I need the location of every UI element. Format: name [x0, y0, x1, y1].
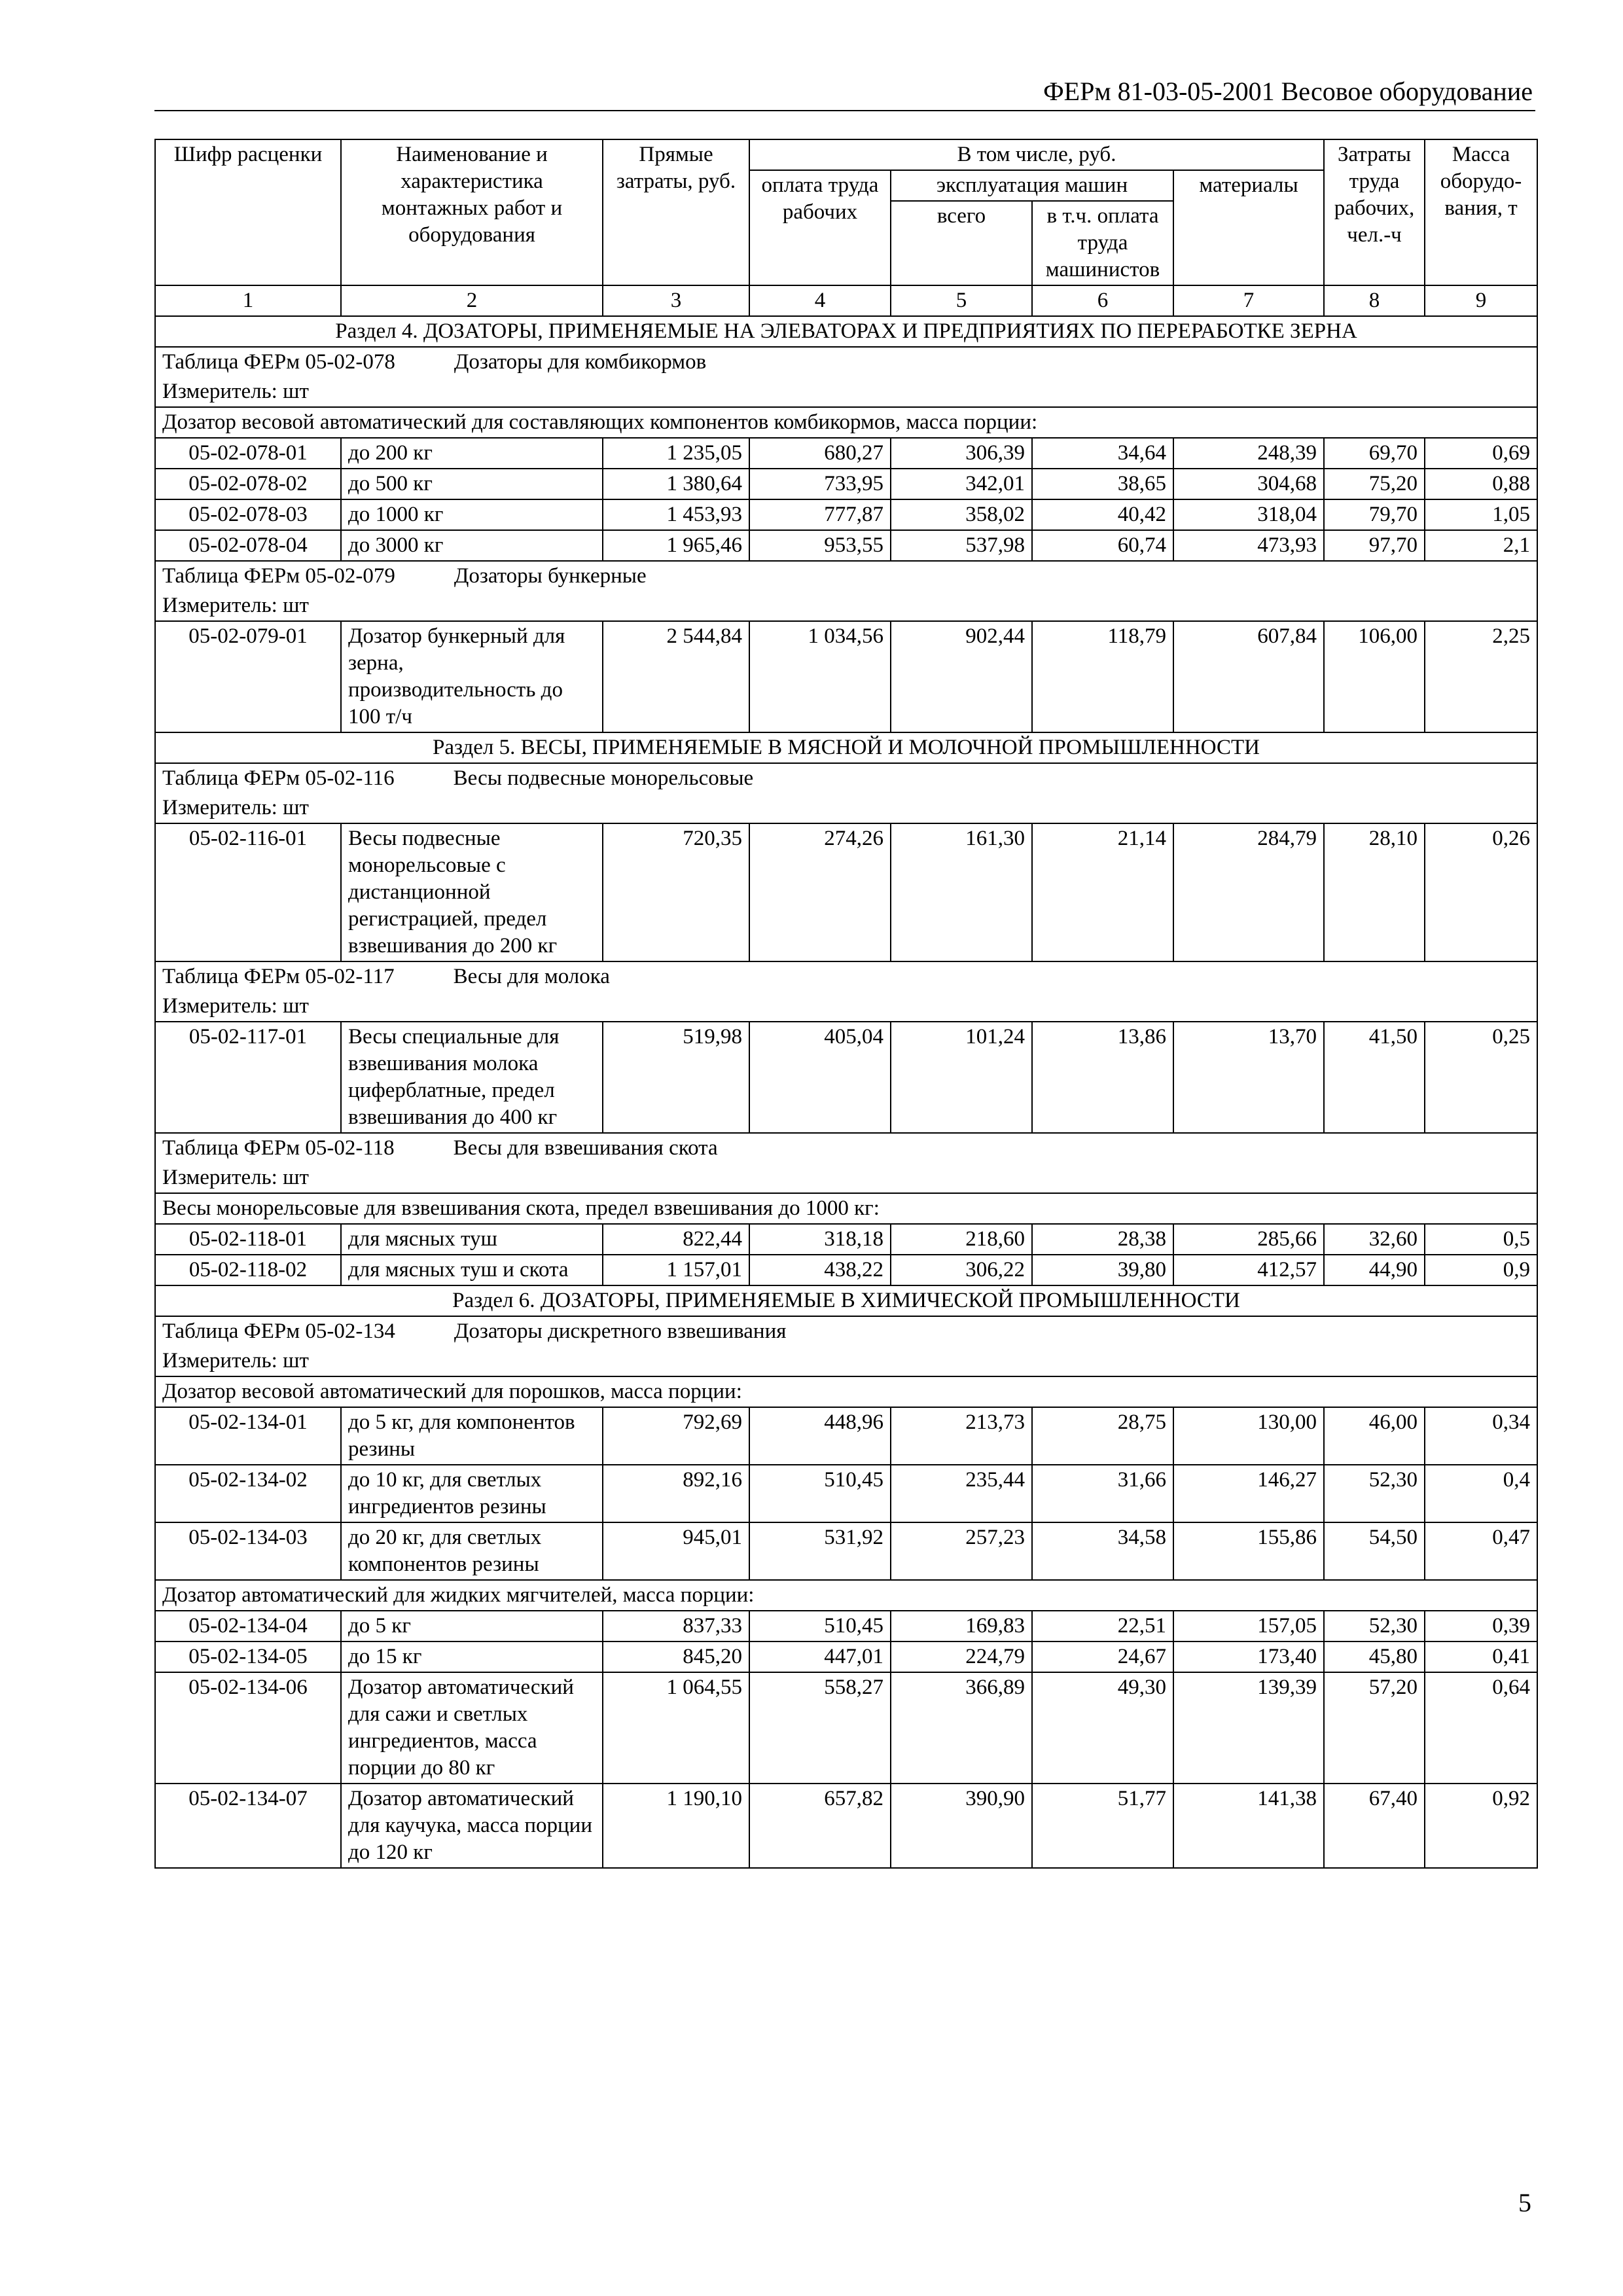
- machinist-pay: 34,64: [1032, 438, 1173, 469]
- direct-costs: 1 380,64: [603, 469, 749, 499]
- labor-cost: 106,00: [1324, 621, 1425, 732]
- header-machines: эксплуатация машин: [891, 170, 1173, 201]
- measure-unit: Измеритель: шт: [155, 1346, 1537, 1376]
- table-title: Весы для молока: [453, 965, 610, 988]
- materials: 13,70: [1173, 1022, 1324, 1133]
- section-row: [155, 316, 1537, 347]
- machines-total: 257,23: [891, 1522, 1032, 1580]
- table-title: Дозаторы бункерные: [454, 564, 647, 588]
- materials: 304,68: [1173, 469, 1324, 499]
- table-body: [155, 316, 1537, 1868]
- measure-row: [155, 992, 1537, 1022]
- equipment-mass: 2,25: [1425, 621, 1537, 732]
- machines-total: 390,90: [891, 1784, 1032, 1868]
- machines-total: 235,44: [891, 1465, 1032, 1522]
- item-name: до 15 кг: [341, 1641, 603, 1672]
- column-number: 4: [749, 285, 891, 316]
- table-heading: [155, 961, 1537, 992]
- table-row: [155, 1611, 1537, 1641]
- direct-costs: 892,16: [603, 1465, 749, 1522]
- item-name: до 3000 кг: [341, 530, 603, 561]
- group-label: Весы монорельсовые для взвешивания скота, предел взвешивания до 1000 кг:: [155, 1193, 1537, 1224]
- labor-cost: 44,90: [1324, 1255, 1425, 1285]
- table-heading: [155, 1133, 1537, 1163]
- rate-code: 05-02-078-03: [155, 499, 341, 530]
- labor-pay: 953,55: [749, 530, 891, 561]
- equipment-mass: 0,4: [1425, 1465, 1537, 1522]
- materials: 139,39: [1173, 1672, 1324, 1784]
- materials: 173,40: [1173, 1641, 1324, 1672]
- measure-unit: Измеритель: шт: [155, 377, 1537, 407]
- group-label-row: [155, 1193, 1537, 1224]
- materials: 157,05: [1173, 1611, 1324, 1641]
- equipment-mass: 0,88: [1425, 469, 1537, 499]
- table-title: Весы для взвешивания скота: [453, 1136, 718, 1160]
- table-heading-row: [155, 561, 1537, 591]
- materials: 155,86: [1173, 1522, 1324, 1580]
- measure-row: [155, 1163, 1537, 1193]
- table-title: Дозаторы для комбикормов: [454, 350, 707, 374]
- measure-row: [155, 591, 1537, 621]
- labor-pay: 274,26: [749, 823, 891, 961]
- column-number: 1: [155, 285, 341, 316]
- labor-cost: 67,40: [1324, 1784, 1425, 1868]
- section-row: [155, 732, 1537, 763]
- group-label-row: [155, 407, 1537, 438]
- rate-code: 05-02-078-04: [155, 530, 341, 561]
- labor-pay: 680,27: [749, 438, 891, 469]
- machinist-pay: 51,77: [1032, 1784, 1173, 1868]
- header-including: В том числе, руб.: [749, 139, 1324, 170]
- page-header: [154, 72, 1535, 111]
- header-machinist-pay: в т.ч. оплата труда машинистов: [1032, 201, 1173, 285]
- item-name: Весы подвесные монорельсовые с дистанционной регистрацией, предел взвешивания до 200 кг: [341, 823, 603, 961]
- direct-costs: 822,44: [603, 1224, 749, 1255]
- table-row: [155, 823, 1537, 961]
- machines-total: 306,22: [891, 1255, 1032, 1285]
- equipment-mass: 2,1: [1425, 530, 1537, 561]
- direct-costs: 1 235,05: [603, 438, 749, 469]
- table-row: [155, 499, 1537, 530]
- page-number: 5: [1518, 2188, 1531, 2217]
- item-name: до 200 кг: [341, 438, 603, 469]
- table-title: Дозаторы дискретного взвешивания: [454, 1319, 787, 1343]
- labor-cost: 97,70: [1324, 530, 1425, 561]
- direct-costs: 1 064,55: [603, 1672, 749, 1784]
- machinist-pay: 34,58: [1032, 1522, 1173, 1580]
- materials: 607,84: [1173, 621, 1324, 732]
- measure-unit: Измеритель: шт: [155, 992, 1537, 1022]
- column-number: 9: [1425, 285, 1537, 316]
- labor-cost: 46,00: [1324, 1407, 1425, 1465]
- machinist-pay: 38,65: [1032, 469, 1173, 499]
- section-title: Раздел 5. ВЕСЫ, ПРИМЕНЯЕМЫЕ В МЯСНОЙ И МОЛОЧНОЙ ПРОМЫШЛЕННОСТИ: [155, 732, 1537, 763]
- labor-pay: 405,04: [749, 1022, 891, 1133]
- header-direct-costs: Прямые затраты, руб.: [603, 139, 749, 285]
- machinist-pay: 24,67: [1032, 1641, 1173, 1672]
- group-label-row: [155, 1580, 1537, 1611]
- group-label: Дозатор весовой автоматический для порошков, масса порции:: [155, 1376, 1537, 1407]
- labor-pay: 733,95: [749, 469, 891, 499]
- rate-code: 05-02-134-02: [155, 1465, 341, 1522]
- table-heading-row: [155, 347, 1537, 377]
- table-code: Таблица ФЕРм 05-02-078: [162, 350, 395, 374]
- direct-costs: 2 544,84: [603, 621, 749, 732]
- direct-costs: 519,98: [603, 1022, 749, 1133]
- column-number: 2: [341, 285, 603, 316]
- item-name: Весы специальные для взвешивания молока циферблатные, предел взвешивания до 400 кг: [341, 1022, 603, 1133]
- labor-cost: 52,30: [1324, 1611, 1425, 1641]
- machines-total: 224,79: [891, 1641, 1032, 1672]
- table-row: [155, 1224, 1537, 1255]
- labor-pay: 531,92: [749, 1522, 891, 1580]
- table-row: [155, 1022, 1537, 1133]
- table-row: [155, 1672, 1537, 1784]
- labor-cost: 41,50: [1324, 1022, 1425, 1133]
- direct-costs: 945,01: [603, 1522, 749, 1580]
- table-row: [155, 530, 1537, 561]
- table-title: Весы подвесные монорельсовые: [453, 766, 754, 790]
- item-name: до 1000 кг: [341, 499, 603, 530]
- rate-code: 05-02-079-01: [155, 621, 341, 732]
- machines-total: 161,30: [891, 823, 1032, 961]
- group-label: Дозатор весовой автоматический для составляющих компонентов комбикормов, масса порции:: [155, 407, 1537, 438]
- machinist-pay: 39,80: [1032, 1255, 1173, 1285]
- materials: 248,39: [1173, 438, 1324, 469]
- machines-total: 342,01: [891, 469, 1032, 499]
- machinist-pay: 40,42: [1032, 499, 1173, 530]
- machinist-pay: 49,30: [1032, 1672, 1173, 1784]
- labor-pay: 318,18: [749, 1224, 891, 1255]
- header-machines-total: всего: [891, 201, 1032, 285]
- rates-table: [154, 139, 1538, 1869]
- materials: 141,38: [1173, 1784, 1324, 1868]
- table-heading: [155, 561, 1537, 591]
- machines-total: 358,02: [891, 499, 1032, 530]
- column-number: 5: [891, 285, 1032, 316]
- table-row: [155, 469, 1537, 499]
- column-number: 3: [603, 285, 749, 316]
- machinist-pay: 13,86: [1032, 1022, 1173, 1133]
- machines-total: 101,24: [891, 1022, 1032, 1133]
- header-code: Шифр расценки: [155, 139, 341, 285]
- group-label: Дозатор автоматический для жидких мягчителей, масса порции:: [155, 1580, 1537, 1611]
- item-name: Дозатор бункерный для зерна, производительность до 100 т/ч: [341, 621, 603, 732]
- labor-pay: 657,82: [749, 1784, 891, 1868]
- table-heading-row: [155, 1133, 1537, 1163]
- machinist-pay: 28,75: [1032, 1407, 1173, 1465]
- labor-pay: 448,96: [749, 1407, 891, 1465]
- item-name: для мясных туш: [341, 1224, 603, 1255]
- item-name: до 5 кг: [341, 1611, 603, 1641]
- machines-total: 306,39: [891, 438, 1032, 469]
- labor-cost: 54,50: [1324, 1522, 1425, 1580]
- labor-cost: 69,70: [1324, 438, 1425, 469]
- labor-cost: 45,80: [1324, 1641, 1425, 1672]
- table-heading-row: [155, 961, 1537, 992]
- equipment-mass: 1,05: [1425, 499, 1537, 530]
- labor-cost: 52,30: [1324, 1465, 1425, 1522]
- rate-code: 05-02-116-01: [155, 823, 341, 961]
- labor-cost: 75,20: [1324, 469, 1425, 499]
- group-label-row: [155, 1376, 1537, 1407]
- materials: 130,00: [1173, 1407, 1324, 1465]
- machines-total: 169,83: [891, 1611, 1032, 1641]
- equipment-mass: 0,9: [1425, 1255, 1537, 1285]
- section-title: Раздел 4. ДОЗАТОРЫ, ПРИМЕНЯЕМЫЕ НА ЭЛЕВАТОРАХ И ПРЕДПРИЯТИЯХ ПО ПЕРЕРАБОТКЕ ЗЕРНА: [155, 316, 1537, 347]
- machines-total: 902,44: [891, 621, 1032, 732]
- table-heading: [155, 763, 1537, 793]
- materials: 412,57: [1173, 1255, 1324, 1285]
- document-title: ФЕРм 81-03-05-2001 Весовое оборудование: [1043, 77, 1533, 106]
- direct-costs: 1 190,10: [603, 1784, 749, 1868]
- table-row: [155, 621, 1537, 732]
- labor-cost: 79,70: [1324, 499, 1425, 530]
- measure-row: [155, 793, 1537, 823]
- table-row: [155, 1641, 1537, 1672]
- item-name: Дозатор автоматический для сажи и светлых ингредиентов, масса порции до 80 кг: [341, 1672, 603, 1784]
- section-row: [155, 1285, 1537, 1316]
- equipment-mass: 0,47: [1425, 1522, 1537, 1580]
- measure-unit: Измеритель: шт: [155, 793, 1537, 823]
- machinist-pay: 22,51: [1032, 1611, 1173, 1641]
- labor-pay: 438,22: [749, 1255, 891, 1285]
- labor-cost: 57,20: [1324, 1672, 1425, 1784]
- equipment-mass: 0,39: [1425, 1611, 1537, 1641]
- item-name: до 500 кг: [341, 469, 603, 499]
- measure-row: [155, 1346, 1537, 1376]
- table-heading-row: [155, 763, 1537, 793]
- table-row: [155, 1522, 1537, 1580]
- equipment-mass: 0,64: [1425, 1672, 1537, 1784]
- equipment-mass: 0,25: [1425, 1022, 1537, 1133]
- equipment-mass: 0,34: [1425, 1407, 1537, 1465]
- rate-code: 05-02-078-01: [155, 438, 341, 469]
- item-name: для мясных туш и скота: [341, 1255, 603, 1285]
- table-row: [155, 1465, 1537, 1522]
- column-number: 6: [1032, 285, 1173, 316]
- rate-code: 05-02-078-02: [155, 469, 341, 499]
- table-heading-row: [155, 1316, 1537, 1346]
- rate-code: 05-02-118-01: [155, 1224, 341, 1255]
- labor-pay: 447,01: [749, 1641, 891, 1672]
- direct-costs: 1 157,01: [603, 1255, 749, 1285]
- materials: 146,27: [1173, 1465, 1324, 1522]
- equipment-mass: 0,41: [1425, 1641, 1537, 1672]
- labor-pay: 558,27: [749, 1672, 891, 1784]
- table-row: [155, 1255, 1537, 1285]
- labor-pay: 510,45: [749, 1465, 891, 1522]
- measure-unit: Измеритель: шт: [155, 591, 1537, 621]
- materials: 318,04: [1173, 499, 1324, 530]
- materials: 285,66: [1173, 1224, 1324, 1255]
- labor-pay: 777,87: [749, 499, 891, 530]
- direct-costs: 792,69: [603, 1407, 749, 1465]
- machines-total: 537,98: [891, 530, 1032, 561]
- direct-costs: 845,20: [603, 1641, 749, 1672]
- item-name: Дозатор автоматический для каучука, масса порции до 120 кг: [341, 1784, 603, 1868]
- section-title: Раздел 6. ДОЗАТОРЫ, ПРИМЕНЯЕМЫЕ В ХИМИЧЕСКОЙ ПРОМЫШЛЕННОСТИ: [155, 1285, 1537, 1316]
- machines-total: 218,60: [891, 1224, 1032, 1255]
- table-code: Таблица ФЕРм 05-02-117: [162, 965, 395, 988]
- header-labor-pay: оплата труда рабочих: [749, 170, 891, 285]
- item-name: до 20 кг, для светлых компонентов резины: [341, 1522, 603, 1580]
- table-code: Таблица ФЕРм 05-02-134: [162, 1319, 395, 1343]
- rate-code: 05-02-134-07: [155, 1784, 341, 1868]
- labor-cost: 28,10: [1324, 823, 1425, 961]
- table-heading: [155, 347, 1537, 377]
- header-labor-cost: Затраты труда рабочих, чел.-ч: [1324, 139, 1425, 285]
- table-heading: [155, 1316, 1537, 1346]
- labor-pay: 1 034,56: [749, 621, 891, 732]
- header-mass: Масса оборудо-вания, т: [1425, 139, 1537, 285]
- rate-code: 05-02-117-01: [155, 1022, 341, 1133]
- machinist-pay: 21,14: [1032, 823, 1173, 961]
- machinist-pay: 28,38: [1032, 1224, 1173, 1255]
- equipment-mass: 0,5: [1425, 1224, 1537, 1255]
- item-name: до 5 кг, для компонентов резины: [341, 1407, 603, 1465]
- labor-pay: 510,45: [749, 1611, 891, 1641]
- equipment-mass: 0,26: [1425, 823, 1537, 961]
- rate-code: 05-02-134-03: [155, 1522, 341, 1580]
- table-code: Таблица ФЕРм 05-02-118: [162, 1136, 395, 1160]
- machines-total: 366,89: [891, 1672, 1032, 1784]
- table-code: Таблица ФЕРм 05-02-079: [162, 564, 395, 588]
- rate-code: 05-02-118-02: [155, 1255, 341, 1285]
- direct-costs: 720,35: [603, 823, 749, 961]
- column-numbers-row: [155, 285, 1537, 316]
- table-row: [155, 438, 1537, 469]
- table-row: [155, 1784, 1537, 1868]
- machinist-pay: 118,79: [1032, 621, 1173, 732]
- table-code: Таблица ФЕРм 05-02-116: [162, 766, 395, 790]
- column-number: 8: [1324, 285, 1425, 316]
- table-row: [155, 1407, 1537, 1465]
- rate-code: 05-02-134-06: [155, 1672, 341, 1784]
- direct-costs: 837,33: [603, 1611, 749, 1641]
- rate-code: 05-02-134-04: [155, 1611, 341, 1641]
- materials: 284,79: [1173, 823, 1324, 961]
- machinist-pay: 31,66: [1032, 1465, 1173, 1522]
- equipment-mass: 0,92: [1425, 1784, 1537, 1868]
- header-materials: материалы: [1173, 170, 1324, 285]
- equipment-mass: 0,69: [1425, 438, 1537, 469]
- labor-cost: 32,60: [1324, 1224, 1425, 1255]
- measure-unit: Измеритель: шт: [155, 1163, 1537, 1193]
- header-name: Наименование и характеристика монтажных работ и оборудования: [341, 139, 603, 285]
- machinist-pay: 60,74: [1032, 530, 1173, 561]
- machines-total: 213,73: [891, 1407, 1032, 1465]
- rate-code: 05-02-134-05: [155, 1641, 341, 1672]
- direct-costs: 1 453,93: [603, 499, 749, 530]
- rate-code: 05-02-134-01: [155, 1407, 341, 1465]
- item-name: до 10 кг, для светлых ингредиентов резины: [341, 1465, 603, 1522]
- column-number: 7: [1173, 285, 1324, 316]
- materials: 473,93: [1173, 530, 1324, 561]
- measure-row: [155, 377, 1537, 407]
- direct-costs: 1 965,46: [603, 530, 749, 561]
